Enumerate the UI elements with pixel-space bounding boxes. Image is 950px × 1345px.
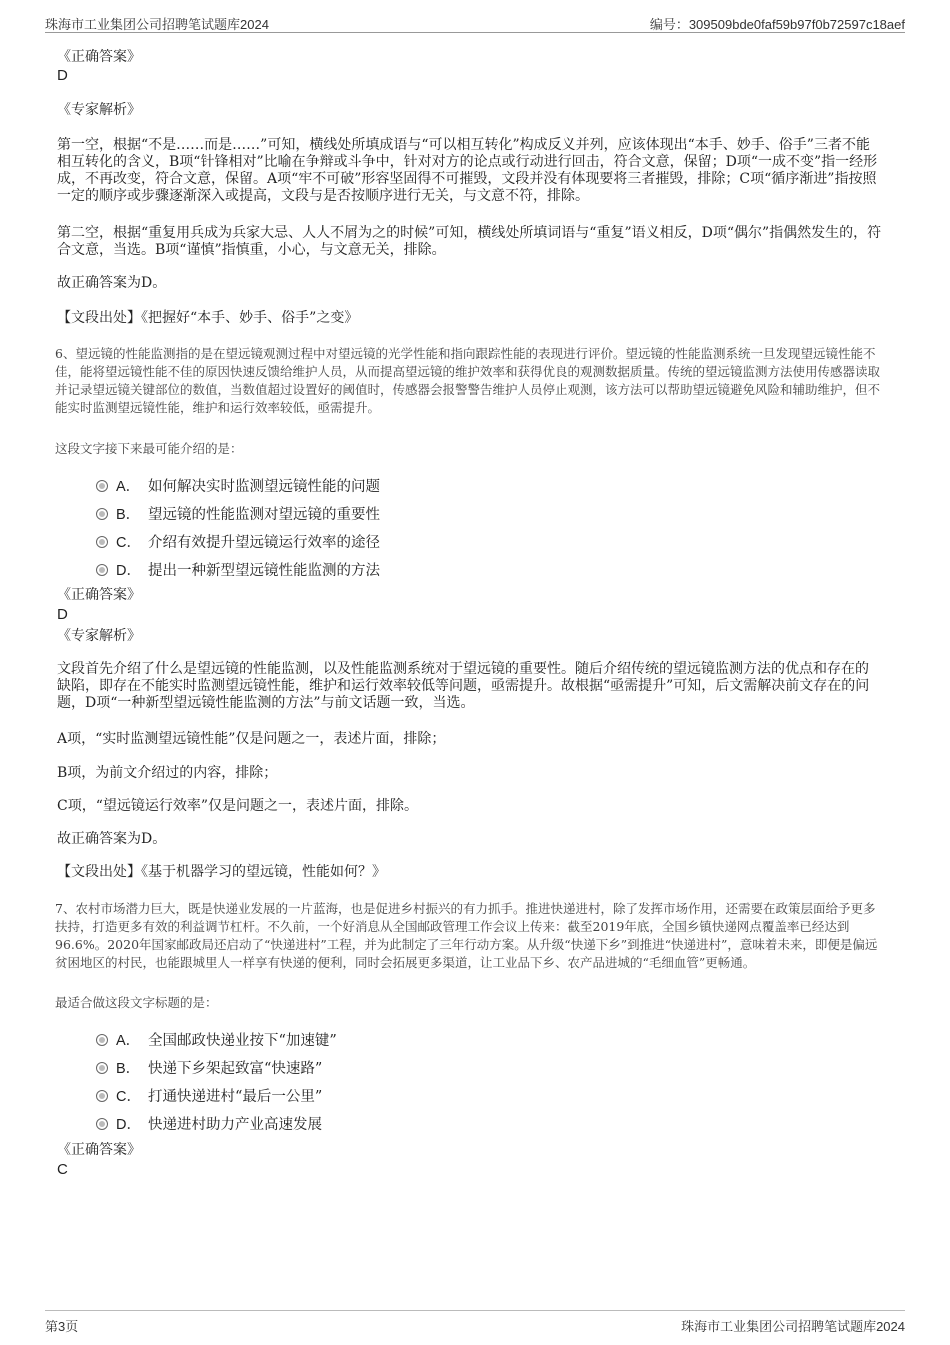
q7-correct-label: 《正确答案》 [57, 1142, 141, 1158]
q6-source: 【文段出处】《基于机器学习的望远镜，性能如何？》 [57, 864, 386, 880]
page-header [45, 12, 905, 33]
q5-analysis-para2: 第二空，根据“重复用兵成为兵家大忌、人人不屑为之的时候”可知，横线处所填词语与“重复”语义相反，D项“偶尔”指偶然发生的，符合文意，当选。B项“谨慎”指慎重，小心，与文意无关，排除。 [57, 225, 882, 258]
q6-question: 这段文字接下来最可能介绍的是： [55, 441, 243, 456]
q5-conclusion: 故正确答案为D。 [57, 275, 167, 291]
q6-option-b[interactable]: B． 望远镜的性能监测对望远镜的重要性 [96, 503, 380, 521]
footer-title: 珠海市工业集团公司招聘笔试题库2024 [681, 1319, 905, 1334]
q5-correct-value: D [57, 67, 68, 84]
q7-option-b[interactable]: B． 快递下乡架起致富“快速路” [96, 1057, 322, 1075]
q7-option-d[interactable]: D． 快递进村助力产业高速发展 [96, 1113, 322, 1131]
q6-option-c[interactable]: C． 介绍有效提升望远镜运行效率的途径 [96, 531, 380, 549]
page-number: 第3页 [45, 1319, 79, 1334]
q5-correct-label: 《正确答案》 [57, 49, 141, 65]
radio-icon[interactable] [96, 536, 108, 548]
q6-option-d[interactable]: D． 提出一种新型望远镜性能监测的方法 [96, 559, 380, 577]
q6-analysis-para1: 文段首先介绍了什么是望远镜的性能监测，以及性能监测系统对于望远镜的重要性。随后介绍传统的望远镜监测方法的优点和存在的缺陷，即存在不能实时监测望远镜性能，维护和运行效率较低等问题，亟需提升。故根据“亟需提升”可知，后文需解决前文存在的问题，D项“一种新型望远镜性能监测的方法”与前文话题一致，当选。 [57, 661, 870, 711]
q7-option-a[interactable]: A． 全国邮政快递业按下“加速键” [96, 1029, 337, 1047]
radio-icon[interactable] [96, 1090, 108, 1102]
q5-source: 【文段出处】《把握好“本手、妙手、俗手”之变》 [57, 310, 359, 326]
radio-icon[interactable] [96, 508, 108, 520]
q7-option-c[interactable]: C． 打通快递进村“最后一公里” [96, 1085, 322, 1103]
q6-note-c: C项，“望远镜运行效率”仅是问题之一，表述片面，排除。 [57, 798, 419, 814]
radio-icon[interactable] [96, 564, 108, 576]
q6-option-a[interactable]: A． 如何解决实时监测望远镜性能的问题 [96, 475, 380, 493]
q6-analysis-label: 《专家解析》 [57, 628, 141, 644]
q6-correct-value: D [57, 606, 68, 623]
q5-analysis-para1: 第一空，根据“不是……而是……”可知，横线处所填成语与“可以相互转化”构成反义并列，应该体现出“本手、妙手、俗手”三者不能相互转化的含义，B项“针锋相对”比喻在争辩或斗争中，针对对方的论点或行动进行回击，符合文意，保留；D项“一成不变”指一经形成，不再改变，符合文意，保留。A项“牢不可破”形容坚固得不可摧毁，文段并没有体现要将三者摧毁，排除；C项“循序渐进”指按照一定的顺序或步骤逐渐深入或提高，文段与是否按顺序进行无关，与文意不符，排除。 [57, 137, 878, 204]
header-doc-id: 编号：309509bde0faf59b97f0b72597c18aef [649, 17, 905, 32]
q5-analysis-label: 《专家解析》 [57, 102, 141, 118]
header-title: 珠海市工业集团公司招聘笔试题库2024 [45, 17, 269, 32]
q7-correct-value: C [57, 1161, 68, 1178]
q6-stem: 6、望远镜的性能监测指的是在望远镜观测过程中对望远镜的光学性能和指向跟踪性能的表现进行评价。望远镜的性能监测系统一旦发现望远镜性能不佳，能将望远镜性能不佳的原因快速反馈给维护人员，从而提高望远镜的维护效率和获得优良的观测数据质量。传统的望远镜监测方法使用传感器读取并记录望远镜关键部位的数值，当数值超过设置好的阈值时，传感器会报警警告维护人员停止观测，该方法可以帮助望远镜避免风险和辅助维护，但不能实时监测望远镜性能，维护和运行效率较低，亟需提升。 [55, 346, 881, 415]
radio-icon[interactable] [96, 1034, 108, 1046]
page-footer [45, 1310, 905, 1337]
q6-note-b: B项，为前文介绍过的内容，排除； [57, 765, 278, 781]
q6-conclusion: 故正确答案为D。 [57, 831, 167, 847]
radio-icon[interactable] [96, 1062, 108, 1074]
radio-icon[interactable] [96, 1118, 108, 1130]
q6-correct-label: 《正确答案》 [57, 587, 141, 603]
q7-question: 最适合做这段文字标题的是： [55, 995, 218, 1010]
q7-stem: 7、农村市场潜力巨大，既是快递业发展的一片蓝海，也是促进乡村振兴的有力抓手。推进快递进村，除了发挥市场作用，还需要在政策层面给予更多扶持，打造更多有效的利益调节杠杆。不久前，一个好消息从全国邮政管理工作会议上传来：截至2019年底，全国乡镇快递网点覆盖率已经达到96.6%。2020年国家邮政局还启动了“快递进村”工程，并为此制定了三年行动方案。从升级“快递下乡”到推进“快递进村”，意味着未来，即便是偏远贫困地区的村民，也能跟城里人一样享有快递的便利，同时会拓展更多渠道，让工业品下乡、农产品进城的“毛细血管”更畅通。 [55, 901, 878, 970]
radio-icon[interactable] [96, 480, 108, 492]
q6-note-a: A项，“实时监测望远镜性能”仅是问题之一，表述片面，排除； [57, 731, 446, 747]
